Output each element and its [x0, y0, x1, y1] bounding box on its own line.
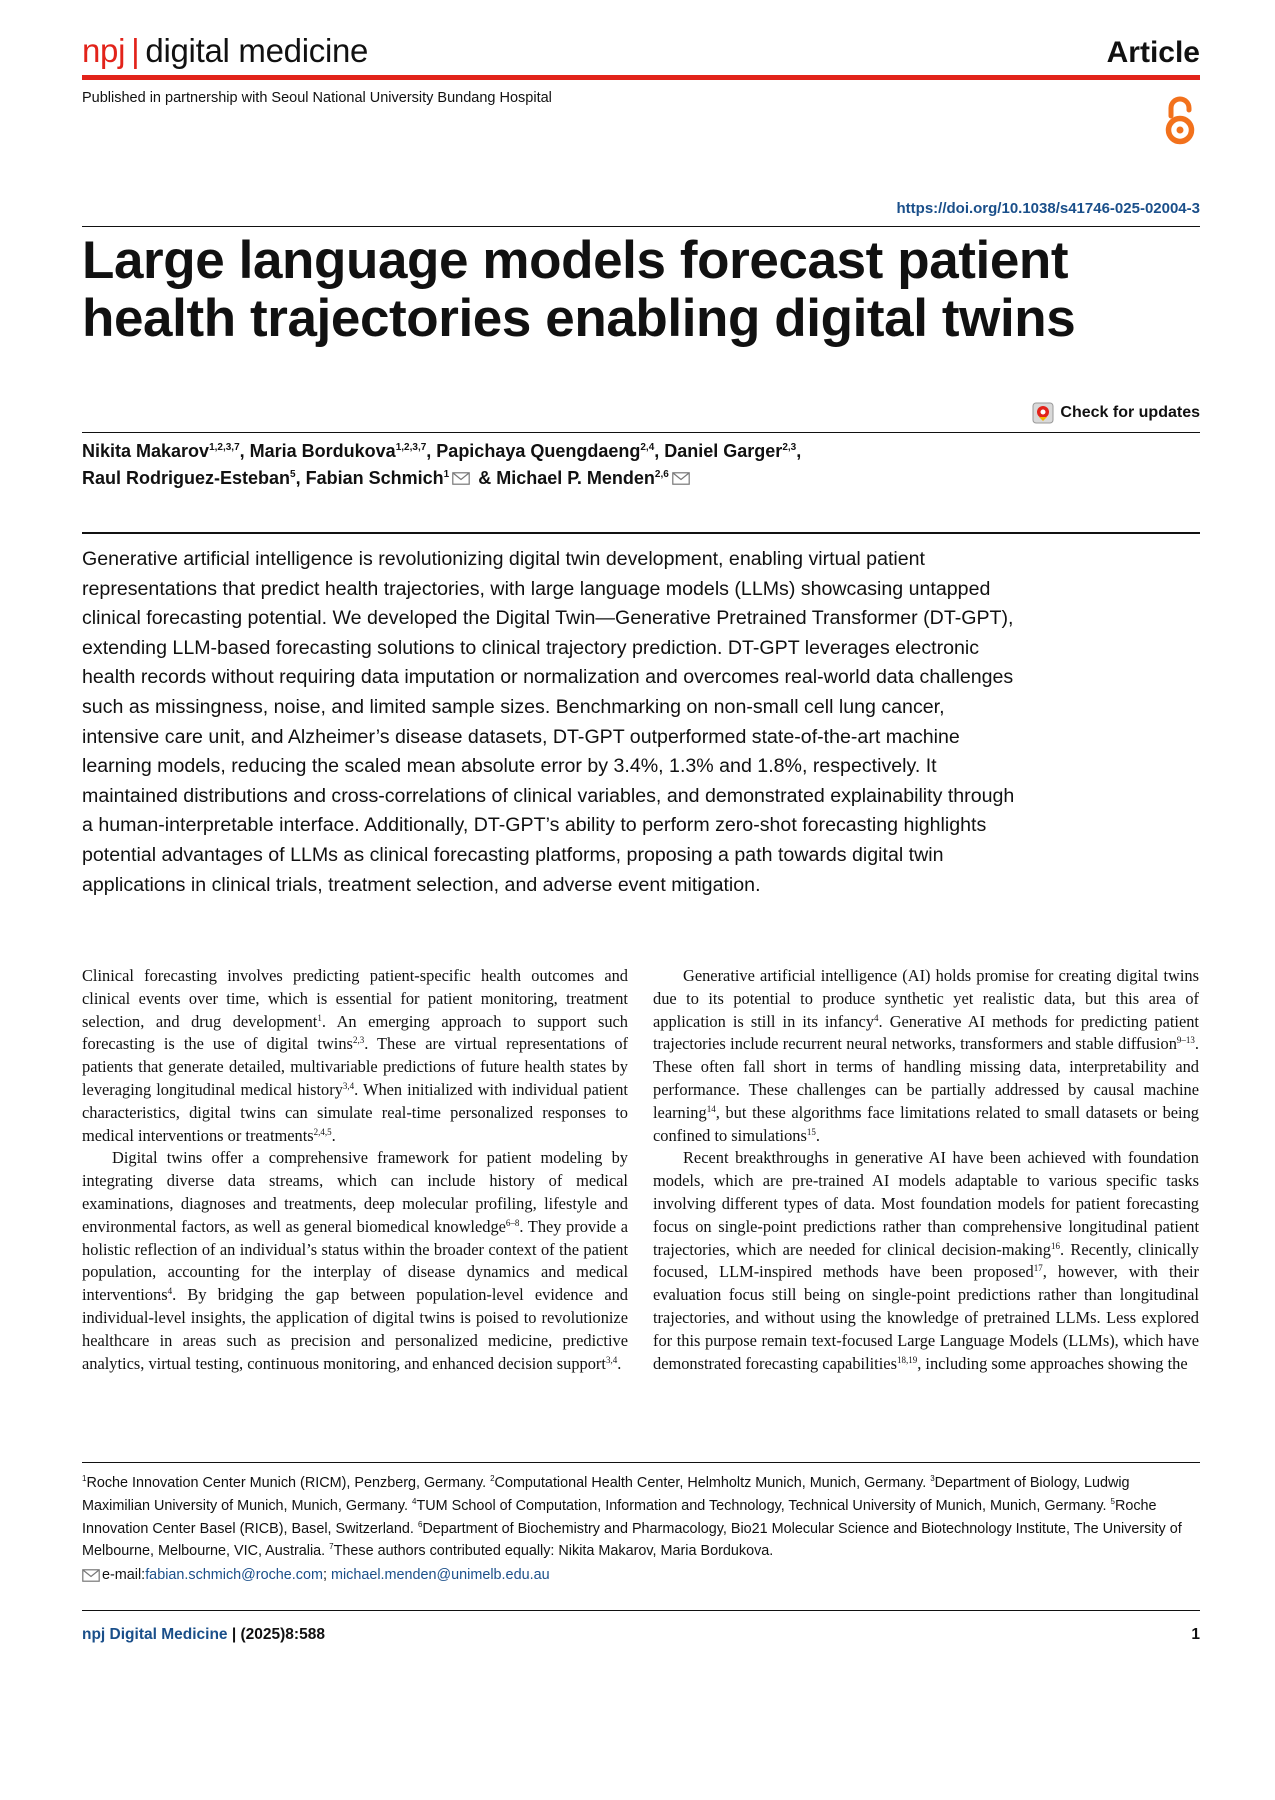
- check-for-updates-icon: [1032, 402, 1054, 424]
- citation[interactable]: 14: [706, 1103, 716, 1114]
- email-separator: ;: [322, 1567, 331, 1583]
- article-title: [82, 232, 1200, 348]
- body-text: . When initialized with individual patient characteristics, digital twins can simulate real-time personalized responses to medical interventions or treatments: [82, 1079, 628, 1145]
- citation[interactable]: 18,19: [896, 1354, 918, 1365]
- mail-icon[interactable]: [672, 472, 690, 485]
- journal-header: [82, 30, 1200, 80]
- citation[interactable]: 6–8: [505, 1217, 520, 1228]
- citation[interactable]: 3,4: [605, 1354, 618, 1365]
- citation[interactable]: 15: [806, 1126, 816, 1137]
- author-name[interactable]: Nikita Makarov: [82, 441, 210, 461]
- citation[interactable]: 9–13: [1176, 1035, 1195, 1046]
- citation[interactable]: 2,4,5: [313, 1126, 332, 1137]
- page-number: 1: [1191, 1626, 1200, 1643]
- affil-text: TUM School of Computation, Information and Technology, Technical University of Munich, Munich, Germany.: [416, 1497, 1111, 1514]
- body-text: , however, with their evaluation focus still being on single-point predictions rather than longitudinal trajectories, and without using the knowledge of pretrained LLMs. Less explored for this purpose remain text-focused Large Language Models (LLMs), which have demonstrated forecasting capabilities: [653, 1262, 1199, 1373]
- article-type: Article: [1106, 36, 1200, 69]
- body-text: . By bridging the gap between population-level evidence and individual-level insights, the application of digital twins is poised to revolutionize healthcare in areas such as precision and personalized medicine, predictive analytics, virtual testing, continuous monitoring, and enhanced decision support: [82, 1285, 628, 1373]
- author-affil: 5: [290, 469, 296, 480]
- check-for-updates-label: Check for updates: [1060, 404, 1200, 421]
- footer-citation: | (2025)8:588: [227, 1626, 325, 1643]
- body-text: . These are virtual representations of patients that generate detailed, multivariable predictions of future health states by leveraging longitudinal medical history: [82, 1034, 628, 1099]
- affil-text: Roche Innovation Center Munich (RICM), Penzberg, Germany.: [86, 1475, 491, 1491]
- author-name[interactable]: Raul Rodriguez-Esteban: [82, 468, 291, 488]
- affiliations-rule: [82, 1462, 1200, 1463]
- body-paragraph: [82, 1147, 628, 1375]
- authors-top-rule: [82, 432, 1200, 433]
- affil-number: 1: [82, 1474, 87, 1483]
- author-name[interactable]: , Daniel Garger: [654, 441, 783, 461]
- body-text: .: [331, 1125, 336, 1145]
- journal-separator: |: [131, 32, 140, 69]
- body-text: .: [815, 1125, 820, 1145]
- author-name[interactable]: , Papichaya Quengdaeng: [426, 441, 641, 461]
- author-affil: 2,3: [782, 442, 797, 453]
- email-link-menden[interactable]: michael.menden@unimelb.edu.au: [330, 1567, 550, 1583]
- body-text: Recent breakthroughs in generative AI have been achieved with foundation models, which are pre-trained AI models adaptable to various specific tasks involving different types of data. Most foundation models for patient forecasting focus on single-point predictions rather than comprehensive longitudinal patient trajectories, which are needed for clinical decision-making: [653, 1148, 1199, 1259]
- body-text: . Recently, clinically focused, LLM-inspired methods have been proposed: [653, 1239, 1199, 1282]
- citation[interactable]: 2,3: [352, 1035, 365, 1046]
- body-text: .: [617, 1353, 622, 1373]
- affil-text: Department of Biology, Ludwig Maximilian University of Munich, Munich, Germany.: [82, 1475, 1130, 1514]
- author-affil: 1: [443, 469, 450, 480]
- affil-number: 4: [412, 1496, 417, 1506]
- doi-link[interactable]: https://doi.org/10.1038/s41746-025-02004-3: [896, 200, 1200, 217]
- citation[interactable]: 4: [167, 1286, 173, 1297]
- partnership-note: Published in partnership with Seoul National University Bundang Hospital: [82, 90, 552, 106]
- body-column-right: [653, 965, 1199, 1375]
- affil-number: 5: [1110, 1496, 1115, 1506]
- citation[interactable]: 17: [1033, 1263, 1043, 1274]
- page-bottom-margin: [0, 1680, 1275, 1800]
- author-affil: 1,2,3,7: [209, 442, 240, 453]
- affil-number: 3: [930, 1474, 935, 1483]
- body-text: . They provide a holistic reflection of an individual’s status within the broader context of the patient population, accounting for the interplay of disease dynamics and medical interventions: [82, 1216, 628, 1305]
- email-label: e-mail:: [102, 1567, 146, 1583]
- author-affil: 2,6: [654, 469, 669, 480]
- mail-icon: [82, 1569, 100, 1582]
- body-text: , but these algorithms face limitations related to small datasets or being confined to simulations: [653, 1102, 1199, 1145]
- journal-npj: npj: [82, 32, 126, 69]
- author-name[interactable]: , Fabian Schmich: [295, 468, 444, 488]
- doi-rule: [82, 226, 1200, 227]
- author-name[interactable]: & Michael P. Menden: [473, 468, 655, 488]
- header-rule: [82, 75, 1200, 80]
- citation[interactable]: 4: [874, 1012, 879, 1023]
- author-name[interactable]: , Maria Bordukova: [239, 441, 396, 461]
- correspondence-email: [82, 1564, 550, 1586]
- affil-text: These authors contributed equally: Nikita Makarov, Maria Bordukova.: [333, 1543, 774, 1560]
- body-text: Generative artificial intelligence (AI) holds promise for creating digital twins due to its potential to produce synthetic yet realistic data, but this area of application is still in its infancy: [653, 966, 1199, 1031]
- mail-icon[interactable]: [452, 472, 470, 485]
- citation[interactable]: 16: [1050, 1240, 1060, 1251]
- body-text: Digital twins offer a comprehensive framework for patient modeling by integrating diverse data streams, which can include history of medical examinations, diagnoses and treatments, deep molecular profiling, lifestyle and environmental factors, as well as general biomedical knowledge: [82, 1148, 628, 1236]
- body-text: , including some approaches showing the: [917, 1353, 1188, 1373]
- title-line-1: Large language models forecast patient: [82, 231, 1069, 290]
- body-text: . An emerging approach to support such forecasting is the use of digital twins: [82, 1011, 628, 1054]
- check-for-updates-button[interactable]: [1032, 402, 1200, 424]
- abstract: Generative artificial intelligence is revolutionizing digital twin development, enabling virtual patient representations that predict health trajectories, with large language models (LLMs) showcasing untapped clinical forecasting potential. We developed the Digital Twin—Generative Pretrained Transformer (DT-GPT), extending LLM-based forecasting solutions to clinical trajectory prediction. DT-GPT leverages electronic health records without requiring data imputation or normalization and overcomes real-world data challenges such as missingness, noise, and limited sample sizes. Benchmarking on non-small cell lung cancer, intensive care unit, and Alzheimer’s disease datasets, DT-GPT outperformed state-of-the-art machine learning models, reducing the scaled mean absolute error by 3.4%, 1.3% and 1.8%, respectively. It maintained distributions and cross-correlations of clinical variables, and demonstrated explainability through a human-interpretable interface. Additionally, DT-GPT’s ability to perform zero-shot forecasting highlights potential advantages of LLMs as clinical forecasting platforms, proposing a path towards digital twin applications in clinical trials, treatment selection, and adverse event mitigation.: [82, 548, 1015, 896]
- abstract-top-rule: [82, 532, 1200, 534]
- body-text: . Generative AI methods for predicting patient trajectories include recurrent neural networks, transformers and stable diffusion: [653, 1011, 1199, 1054]
- email-link-schmich[interactable]: fabian.schmich@roche.com: [145, 1567, 323, 1583]
- affil-number: 2: [490, 1474, 495, 1483]
- title-line-2: health trajectories enabling digital twins: [82, 289, 1076, 348]
- open-access-icon[interactable]: [1160, 94, 1200, 146]
- journal-logo[interactable]: [82, 30, 368, 72]
- affil-number: 6: [417, 1519, 423, 1529]
- footer-journal-link[interactable]: npj Digital Medicine: [82, 1626, 228, 1643]
- journal-name: digital medicine: [145, 32, 369, 69]
- affil-text: Department of Biochemistry and Pharmacology, Bio21 Molecular Science and Biotechnology Institute, The University of Melbourne, Melbourne, VIC, Australia.: [82, 1520, 1182, 1560]
- page-footer: [82, 1626, 1200, 1644]
- body-text: . These often fall short in terms of handling missing data, interpretability and performance. These challenges can be partially addressed by causal machine learning: [653, 1034, 1199, 1122]
- author-list: [82, 438, 1082, 492]
- author-separator: ,: [796, 441, 802, 461]
- author-affil: 2,4: [640, 442, 655, 453]
- body-text: Clinical forecasting involves predicting patient-specific health outcomes and clinical events over time, which is essential for patient monitoring, treatment selection, and drug development: [82, 966, 628, 1031]
- affiliations: [82, 1472, 1200, 1563]
- citation[interactable]: 1: [317, 1012, 322, 1023]
- author-affil: 1,2,3,7: [395, 442, 427, 453]
- body-paragraph: [653, 1147, 1199, 1375]
- affil-text: Computational Health Center, Helmholtz Munich, Munich, Germany.: [494, 1475, 931, 1491]
- body-column-left: [82, 965, 628, 1375]
- body-paragraph: [82, 965, 628, 1147]
- affil-number: 7: [329, 1542, 334, 1552]
- affil-text: Roche Innovation Center Basel (RICB), Basel, Switzerland.: [82, 1497, 1157, 1537]
- footer-rule: [82, 1610, 1200, 1611]
- body-paragraph: [653, 965, 1199, 1147]
- citation[interactable]: 3,4: [342, 1080, 355, 1091]
